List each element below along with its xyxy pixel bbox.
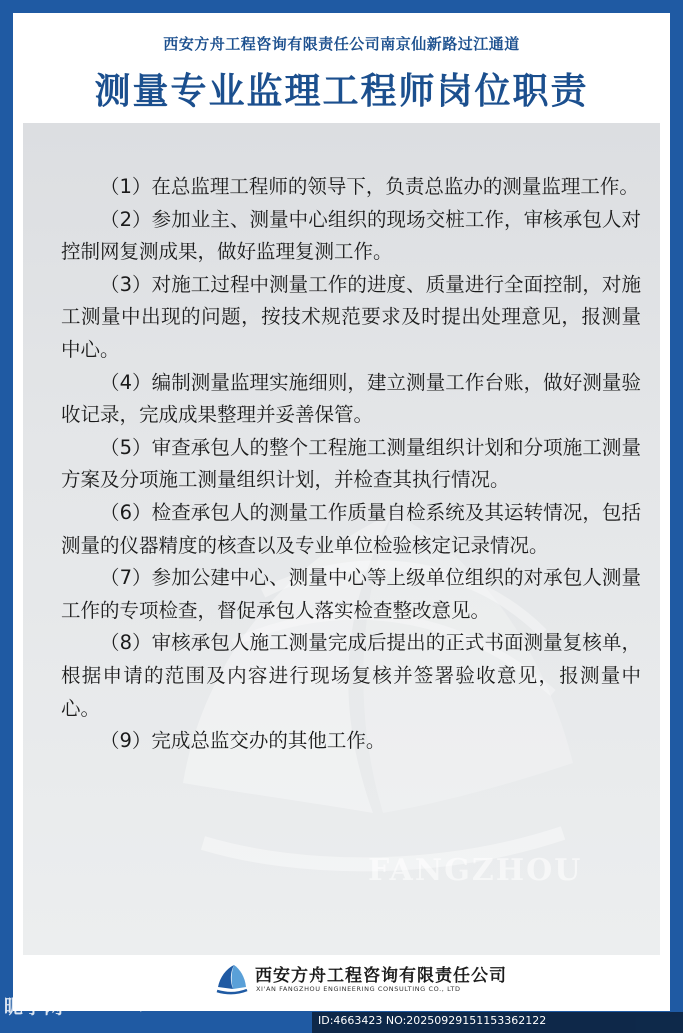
duty-item: （4）编制测量监理实施细则，建立测量工作台账，做好测量验收记录，完成成果整理并妥善保管。 <box>61 370 641 427</box>
poster-frame <box>13 13 670 1011</box>
duty-item: （7）参加公建中心、测量中心等上级单位组织的对承包人测量工作的专项检查，督促承包人落实检查整改意见。 <box>61 566 641 622</box>
duty-item: （3）对施工过程中测量工作的进度、质量进行全面控制，对施工测量中出现的问题，按技术规范要求及时提出处理意见，报测量中心。 <box>61 272 641 361</box>
duty-item: （9）完成总监交办的其他工作。 <box>100 729 386 753</box>
content-panel <box>23 123 660 955</box>
fangzhou-watermark: FANGZHOU <box>368 853 583 888</box>
footer-company-english: XI'AN FANGZHOU ENGINEERING CONSULTING CO., LTD <box>256 985 461 993</box>
footer-company-name: 西安方舟工程咨询有限责任公司 <box>255 966 507 986</box>
duty-item: （1）在总监理工程师的领导下，负责总监办的测量监理工作。 <box>100 175 639 198</box>
page-title: 测量专业监理工程师岗位职责 <box>94 71 589 112</box>
duty-item: （5）审查承包人的整个工程施工测量组织计划和分项施工测量方案及分项施工测量组织计划，并检查其执行情况。 <box>61 435 641 492</box>
sail-logo-icon <box>215 963 249 997</box>
duty-item: （2）参加业主、测量中心组织的现场交桩工作，审核承包人对控制网复测成果，做好监理复测工作。 <box>61 207 641 264</box>
company-line: 西安方舟工程咨询有限责任公司南京仙新路过江通道 <box>163 35 520 53</box>
site-watermark-url: www.nipic.com <box>96 998 187 1012</box>
duties-list <box>61 171 641 758</box>
duty-item: （6）检查承包人的测量工作质量自检系统及其运转情况，包括测量的仪器精度的核查以及专业单位检验核定记录情况。 <box>61 500 641 557</box>
site-watermark-logo: 昵享网 <box>4 996 65 1018</box>
poster-header <box>13 13 670 123</box>
duty-item: （8）审核承包人施工测量完成后提出的正式书面测量复核单，根据申请的范围及内容进行现场复核并签署验收意见，报测量中心。 <box>61 631 641 720</box>
image-id-text: ID:4663423 NO:20250929151153362122 <box>318 1014 547 1027</box>
